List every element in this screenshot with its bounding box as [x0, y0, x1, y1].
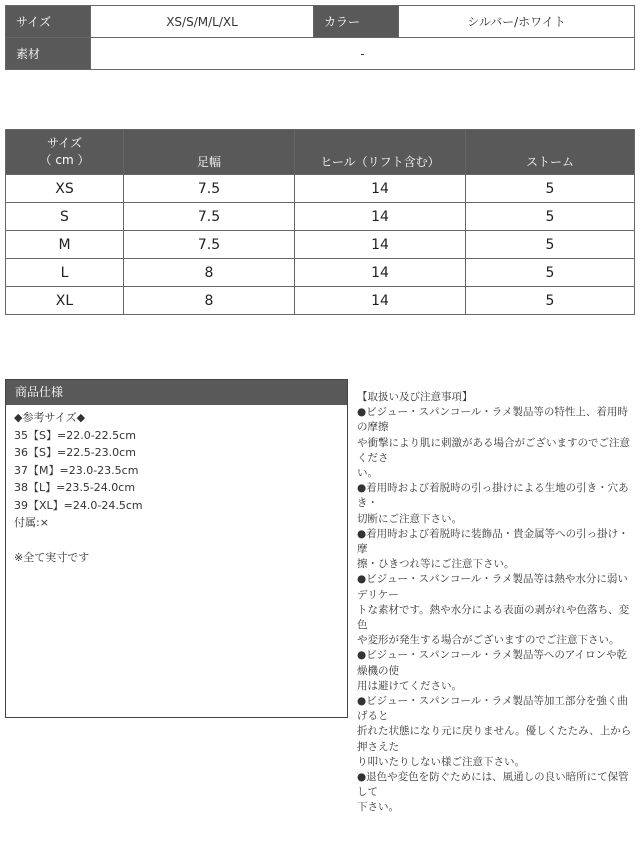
size-column-header: [6, 130, 124, 175]
spec-note: ※全て実寸です: [14, 550, 90, 564]
size-header-line1: サイズ: [46, 136, 83, 150]
size-value: XS/S/M/L/XL: [91, 6, 314, 38]
table-row: [6, 231, 635, 259]
color-label: カラー: [314, 6, 399, 38]
spec-line: ◆参考サイズ◆: [14, 411, 86, 424]
heel-column-header: ヒール（リフト含む）: [295, 130, 466, 175]
spec-line: 37【M】=23.0-23.5cm: [14, 463, 139, 477]
care-line: ●退色や変色を防ぐためには、風通しの良い暗所にて保管して: [357, 771, 629, 799]
size-table: [5, 129, 635, 315]
table-row: [6, 175, 635, 203]
care-line: ●ビジュー・スパンコール・ラメ製品等は熱や水分に弱いデリケー: [357, 573, 628, 601]
size-header-line2: （ cm ）: [39, 153, 90, 167]
care-line: ●ビジュー・スパンコール・ラメ製品等の特性上、着用時の摩擦: [357, 406, 628, 434]
size-cell: XS: [6, 175, 124, 203]
heel-cell: 14: [295, 203, 466, 231]
care-line: い。: [357, 467, 378, 480]
care-line: ●ビジュー・スパンコール・ラメ製品等加工部分を強く曲げると: [357, 695, 628, 723]
care-line: ●ビジュー・スパンコール・ラメ製品等へのアイロンや乾燥機の使: [357, 649, 627, 677]
care-line: 用は避けてください。: [357, 679, 462, 692]
product-spec-box: [5, 379, 348, 718]
heel-cell: 14: [295, 231, 466, 259]
width-cell: 7.5: [124, 203, 295, 231]
spec-line: 付属:×: [14, 516, 49, 529]
table-row: [6, 203, 635, 231]
care-line: や変形が発生する場合がございますのでご注意下さい。: [357, 634, 620, 647]
care-line: や衝撃により肌に刺激がある場合がございますのでご注意くださ: [357, 436, 630, 464]
spec-table: [5, 5, 635, 70]
storm-cell: 5: [466, 203, 635, 231]
care-line: ●着用時および着脱時の引っ掛けによる生地の引き・穴あき・: [357, 482, 629, 510]
size-cell: XL: [6, 287, 124, 315]
storm-cell: 5: [466, 287, 635, 315]
spacer: [14, 532, 347, 549]
spec-line: 35【S】=22.0-22.5cm: [14, 428, 136, 442]
care-line: ●着用時および着脱時に装飾品・貴金属等への引っ掛け・摩: [357, 527, 629, 556]
storm-cell: 5: [466, 231, 635, 259]
care-line: 擦・ひきつれ等にご注意下さい。: [357, 558, 515, 571]
size-cell: L: [6, 259, 124, 287]
table-row: [6, 287, 635, 315]
care-notes: [357, 390, 635, 816]
material-value: -: [91, 38, 635, 70]
size-cell: M: [6, 231, 124, 259]
product-spec-title: 商品仕様: [6, 380, 347, 405]
heel-cell: 14: [295, 175, 466, 203]
size-cell: S: [6, 203, 124, 231]
width-column-header: 足幅: [124, 130, 295, 175]
table-row: [6, 259, 635, 287]
width-cell: 7.5: [124, 231, 295, 259]
care-line: 切断にご注意下さい。: [357, 512, 462, 525]
heel-cell: 14: [295, 259, 466, 287]
width-cell: 8: [124, 259, 295, 287]
spec-line: 36【S】=22.5-23.0cm: [14, 446, 136, 459]
spec-row-material: [6, 38, 635, 70]
care-line: 折れた状態になり元に戻りません。優しくたたみ、上から押さえた: [357, 725, 632, 753]
spec-line: 38【L】=23.5-24.0cm: [14, 481, 136, 494]
size-table-header: [6, 130, 635, 175]
care-line: トな素材です。熱や水分による表面の剥がれや色落ち、変色: [357, 603, 630, 632]
care-title: 【取扱い及び注意事項】: [357, 391, 473, 403]
spec-line: 39【XL】=24.0-24.5cm: [14, 498, 143, 512]
heel-cell: 14: [295, 287, 466, 315]
storm-cell: 5: [466, 175, 635, 203]
material-label: 素材: [6, 38, 91, 70]
width-cell: 7.5: [124, 175, 295, 203]
color-value: シルバー/ホワイト: [399, 6, 635, 38]
care-line: り叩いたりしない様ご注意下さい。: [357, 755, 525, 768]
size-label: サイズ: [6, 6, 91, 38]
spec-row-size-color: [6, 6, 635, 38]
care-line: 下さい。: [357, 801, 399, 814]
width-cell: 8: [124, 287, 295, 315]
product-spec-body: [6, 405, 347, 566]
storm-cell: 5: [466, 259, 635, 287]
storm-column-header: ストーム: [466, 130, 635, 175]
